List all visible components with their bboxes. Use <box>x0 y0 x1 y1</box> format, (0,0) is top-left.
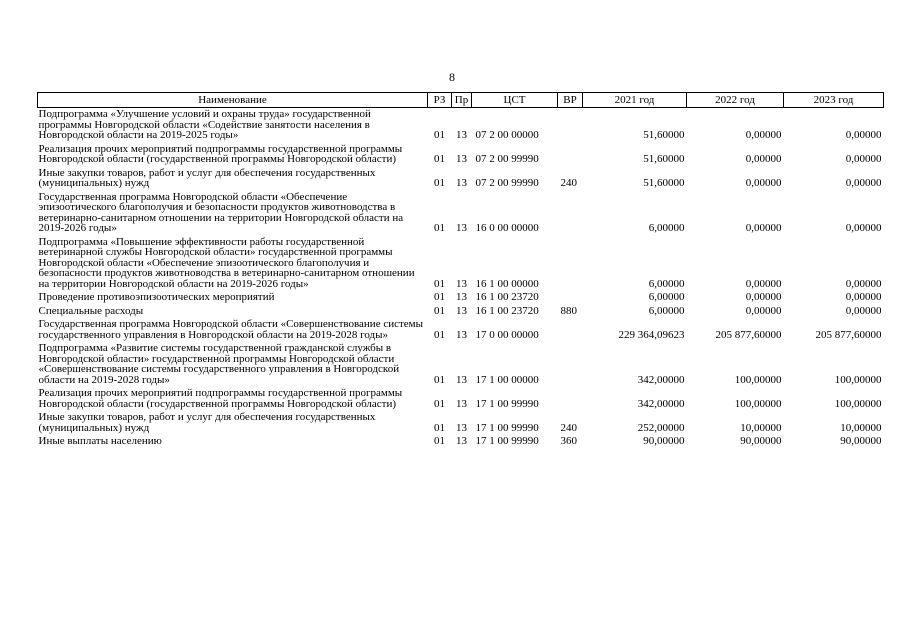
table-row <box>38 143 884 167</box>
row-vr <box>558 291 583 305</box>
table-row <box>38 342 884 387</box>
row-2021: 252,00000 <box>637 421 685 434</box>
row-2023: 100,00000 <box>834 373 882 386</box>
row-2023: 0,00000 <box>845 129 882 141</box>
row-vr: 240 <box>560 177 577 189</box>
row-cst: 07 2 00 99990 <box>475 153 539 165</box>
table-row <box>38 291 884 305</box>
budget-table <box>37 92 884 449</box>
header-pr: Пр <box>452 93 472 108</box>
table-row <box>38 411 884 435</box>
row-pr: 13 <box>456 397 467 410</box>
row-2023: 0,00000 <box>845 291 882 303</box>
row-2021: 342,00000 <box>637 373 685 386</box>
row-2023: 0,00000 <box>845 277 882 290</box>
row-name: Специальные расходы <box>38 304 144 317</box>
header-rz: РЗ <box>428 93 452 108</box>
row-2023: 0,00000 <box>845 304 882 317</box>
row-name: Государственная программа Новгородской области «Обеспечение эпизоотического благополучия и безопасности продуктов животноводства в ветеринарно-санитарном отношении на территории Новгородской области на 2019-2026 годы» <box>38 190 404 234</box>
row-vr <box>558 342 583 387</box>
row-pr: 13 <box>456 177 467 189</box>
row-2022: 0,00000 <box>745 177 782 189</box>
row-2021: 6,00000 <box>648 222 685 234</box>
row-2022: 0,00000 <box>745 304 782 317</box>
row-2022: 90,00000 <box>740 435 782 447</box>
table-header-row <box>38 93 884 108</box>
row-pr: 13 <box>456 277 467 290</box>
row-2023: 0,00000 <box>845 222 882 234</box>
header-2022: 2022 год <box>687 93 784 108</box>
row-rz: 01 <box>434 129 445 141</box>
row-pr: 13 <box>456 129 467 141</box>
row-2023: 0,00000 <box>845 177 882 189</box>
header-vr: ВР <box>558 93 583 108</box>
table-row <box>38 318 884 342</box>
row-pr: 13 <box>456 435 467 447</box>
row-name: Иные выплаты населению <box>38 435 162 447</box>
row-pr: 13 <box>456 373 467 386</box>
header-cst: ЦСТ <box>472 93 558 108</box>
row-2022: 10,00000 <box>740 421 782 434</box>
row-name: Иные закупки товаров, работ и услуг для обеспечения государственных (муниципальных) нужд <box>38 411 376 434</box>
table-row <box>38 435 884 449</box>
row-2021: 90,00000 <box>643 435 685 447</box>
row-pr: 13 <box>456 222 467 234</box>
table-row <box>38 305 884 319</box>
page-number: 8 <box>449 70 455 84</box>
row-2021: 342,00000 <box>637 397 685 410</box>
row-2021: 51,60000 <box>643 177 685 189</box>
row-pr: 13 <box>456 291 467 303</box>
row-cst: 17 1 00 99990 <box>475 421 539 434</box>
row-rz: 01 <box>434 277 445 290</box>
row-2022: 0,00000 <box>745 291 782 303</box>
row-rz: 01 <box>434 222 445 234</box>
row-2022: 100,00000 <box>734 397 782 410</box>
row-cst: 07 2 00 99990 <box>475 177 539 189</box>
row-2022: 205 877,60000 <box>715 328 782 341</box>
row-name: Проведение противоэпизоотических мероприятий <box>38 291 275 303</box>
row-vr <box>558 236 583 292</box>
row-2021: 229 364,09623 <box>618 328 685 341</box>
row-vr <box>558 318 583 342</box>
row-2023: 0,00000 <box>845 153 882 165</box>
row-2021: 6,00000 <box>648 277 685 290</box>
row-cst: 17 1 00 99990 <box>475 435 539 447</box>
table-row <box>38 108 884 143</box>
row-rz: 01 <box>434 177 445 189</box>
row-rz: 01 <box>434 291 445 303</box>
row-name: Подпрограмма «Повышение эффективности работы государственной ветеринарной службы Новгородской области» государственной программы Новгородской области «Обеспечение эпизоотического благополучия и безопасности продуктов животноводства в ветеринарно-санитарном отношении на территории Новгородской области на 2019-2026 годы» <box>38 235 415 290</box>
row-rz: 01 <box>434 435 445 447</box>
row-cst: 16 1 00 00000 <box>475 277 539 290</box>
row-cst: 17 1 00 00000 <box>475 373 539 386</box>
row-rz: 01 <box>434 421 445 434</box>
table-row <box>38 167 884 191</box>
row-name: Реализация прочих мероприятий подпрограммы государственной программы Новгородской области (государственной программы Новгородской области) <box>38 387 403 410</box>
row-2021: 6,00000 <box>648 291 685 303</box>
row-2022: 0,00000 <box>745 153 782 165</box>
row-rz: 01 <box>434 373 445 386</box>
table-row <box>38 191 884 236</box>
row-2023: 100,00000 <box>834 397 882 410</box>
row-vr <box>558 108 583 143</box>
row-vr: 880 <box>560 304 577 317</box>
row-vr <box>558 387 583 411</box>
row-pr: 13 <box>456 153 467 165</box>
row-2023: 10,00000 <box>840 421 882 434</box>
row-cst: 17 1 00 99990 <box>475 397 539 410</box>
row-name: Подпрограмма «Развитие системы государственной гражданской службы в Новгородской области» государственной программы Новгородской области «Совершенствование системы государственного управления в Новгородской области на 2019-2028 годы» <box>38 342 400 386</box>
row-cst: 16 1 00 23720 <box>475 304 539 317</box>
row-2021: 51,60000 <box>643 153 685 165</box>
row-2023: 205 877,60000 <box>815 328 882 341</box>
table-row <box>38 387 884 411</box>
row-2022: 0,00000 <box>745 222 782 234</box>
row-rz: 01 <box>434 304 445 317</box>
row-pr: 13 <box>456 304 467 317</box>
row-cst: 07 2 00 00000 <box>475 129 539 141</box>
row-pr: 13 <box>456 328 467 341</box>
row-cst: 17 0 00 00000 <box>475 328 539 341</box>
row-rz: 01 <box>434 397 445 410</box>
row-cst: 16 0 00 00000 <box>475 222 539 234</box>
row-name: Подпрограмма «Улучшение условий и охраны труда» государственной программы Новгородской области «Содействие занятости населения в Новгородской области на 2019-2025 годы» <box>38 108 371 141</box>
row-rz: 01 <box>434 328 445 341</box>
row-2022: 100,00000 <box>734 373 782 386</box>
row-rz: 01 <box>434 153 445 165</box>
row-2021: 51,60000 <box>643 129 685 141</box>
row-pr: 13 <box>456 421 467 434</box>
row-vr: 240 <box>560 421 577 434</box>
header-2023: 2023 год <box>784 93 884 108</box>
header-name: Наименование <box>38 93 428 108</box>
row-2022: 0,00000 <box>745 129 782 141</box>
row-vr <box>558 143 583 167</box>
row-2021: 6,00000 <box>648 304 685 317</box>
row-name: Иные закупки товаров, работ и услуг для обеспечения государственных (муниципальных) нужд <box>38 166 376 189</box>
row-name: Государственная программа Новгородской области «Совершенствование системы государственного управления в Новгородской области на 2019-2028 годы» <box>38 318 424 341</box>
row-2022: 0,00000 <box>745 277 782 290</box>
header-2021: 2021 год <box>583 93 687 108</box>
row-cst: 16 1 00 23720 <box>475 291 539 303</box>
row-2023: 90,00000 <box>840 435 882 447</box>
table-row <box>38 236 884 292</box>
row-vr <box>558 191 583 236</box>
row-vr: 360 <box>560 435 577 447</box>
row-name: Реализация прочих мероприятий подпрограммы государственной программы Новгородской области (государственной программы Новгородской области) <box>38 142 403 165</box>
